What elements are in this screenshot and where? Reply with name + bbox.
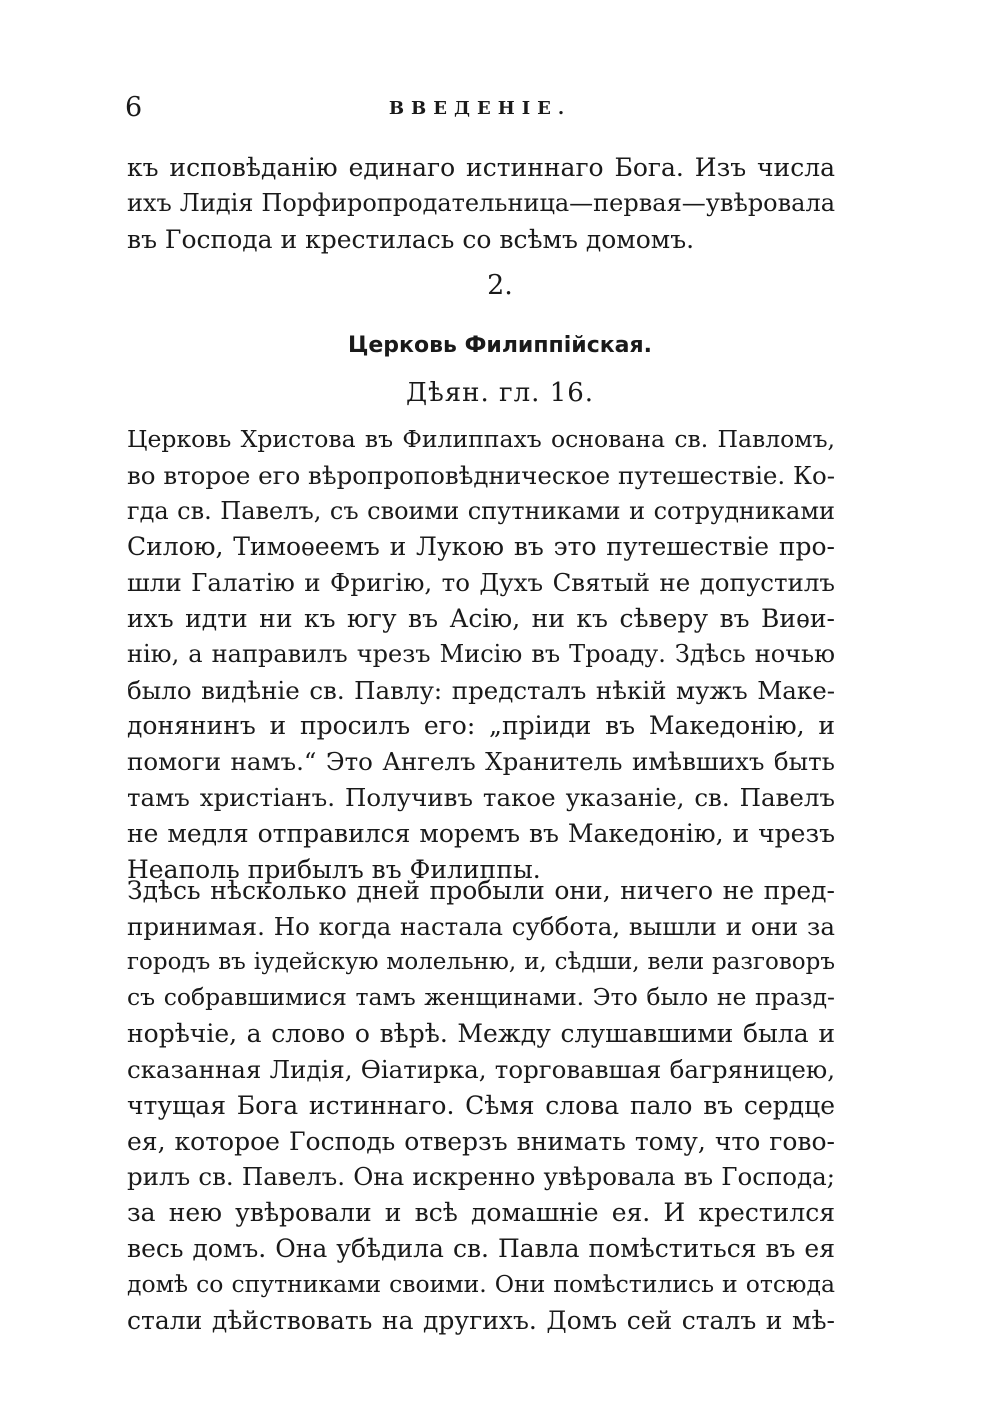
text-line: сказанная Лидія, Ѳіатирка, торговавшая багряницею,: [127, 1054, 835, 1084]
text-line: домѣ со спутниками своими. Они помѣстились и отсюда: [127, 1269, 835, 1298]
text-line: въ Господа и крестилась со всѣмъ домомъ.: [127, 224, 695, 254]
text-line: ихъ идти ни къ югу въ Асію, ни къ сѣверу въ Виѳи-: [127, 603, 835, 633]
text-line: Силою, Тимоѳеемъ и Лукою въ это путешествіе про-: [127, 532, 835, 562]
page-number: 6: [125, 92, 143, 123]
text-line: принимая. Но когда настала суббота, вышли и они за: [127, 911, 835, 941]
text-line: стали дѣйствовать на другихъ. Домъ сей сталъ и мѣ-: [127, 1305, 835, 1335]
text-line: ихъ Лидія Порфиропродательница—первая—увѣровала: [127, 188, 835, 217]
text-line: Здѣсь нѣсколько дней пробыли они, ничего не пред-: [127, 876, 835, 905]
text-line: во второе его вѣропроповѣдническое путешествіе. Ко-: [127, 460, 835, 490]
text-line: помоги намъ.“ Это Ангелъ Хранитель имѣвшихъ быть: [127, 747, 835, 777]
text-line: Неаполь прибылъ въ Филиппы.: [127, 854, 541, 884]
running-head: ВВЕДЕНІЕ.: [388, 98, 572, 119]
text-line: чтущая Бога истиннаго. Сѣмя слова пало въ сердце: [127, 1090, 835, 1120]
text-line: донянинъ и просилъ его: „пріиди въ Македонію, и: [127, 711, 835, 741]
paragraph-1: [127, 422, 835, 887]
text-line: не медля отправился моремъ въ Македонію, и чрезъ: [127, 818, 835, 848]
text-line: Церковь Христова въ Филиппахъ основана св. Павломъ,: [127, 425, 835, 453]
text-line: съ собравшимися тамъ женщинами. Это было не празд-: [127, 983, 835, 1012]
section-reference: Дѣян. гл. 16.: [405, 378, 595, 408]
paragraph-2: [127, 873, 835, 1338]
text-line: рилъ св. Павелъ. Она искренно увѣровала въ Господа;: [127, 1162, 835, 1192]
text-line: городъ въ іудейскую молельню, и, сѣдши, вели разговоръ: [127, 948, 835, 975]
intro-text: [127, 150, 835, 257]
text-line: нію, а направилъ чрезъ Мисію въ Троаду. Здѣсь ночью: [127, 639, 835, 668]
section-title: Церковь Филиппійская.: [347, 333, 653, 358]
text-line: было видѣніе св. Павлу: предсталъ нѣкій мужъ Маке-: [127, 675, 835, 705]
section-number: 2.: [487, 270, 513, 301]
text-line: норѣчіе, а слово о вѣрѣ. Между слушавшими была и: [127, 1019, 835, 1049]
text-line: ея, которое Господь отверзъ внимать тому, что гово-: [127, 1126, 835, 1156]
text-line: гда св. Павелъ, съ своими спутниками и сотрудниками: [127, 496, 835, 525]
text-line: шли Галатію и Фригію, то Духъ Святый не допустилъ: [127, 568, 835, 598]
page-header: [125, 92, 835, 132]
text-line: тамъ христіанъ. Получивъ такое указаніе, св. Павелъ: [127, 782, 835, 812]
text-line: за нею увѣровали и всѣ домашніе ея. И крестился: [127, 1198, 835, 1228]
text-line: весь домъ. Она убѣдила св. Павла помѣститься въ ея: [127, 1233, 835, 1263]
text-line: къ исповѣданію единаго истиннаго Бога. Изъ числа: [127, 153, 835, 182]
